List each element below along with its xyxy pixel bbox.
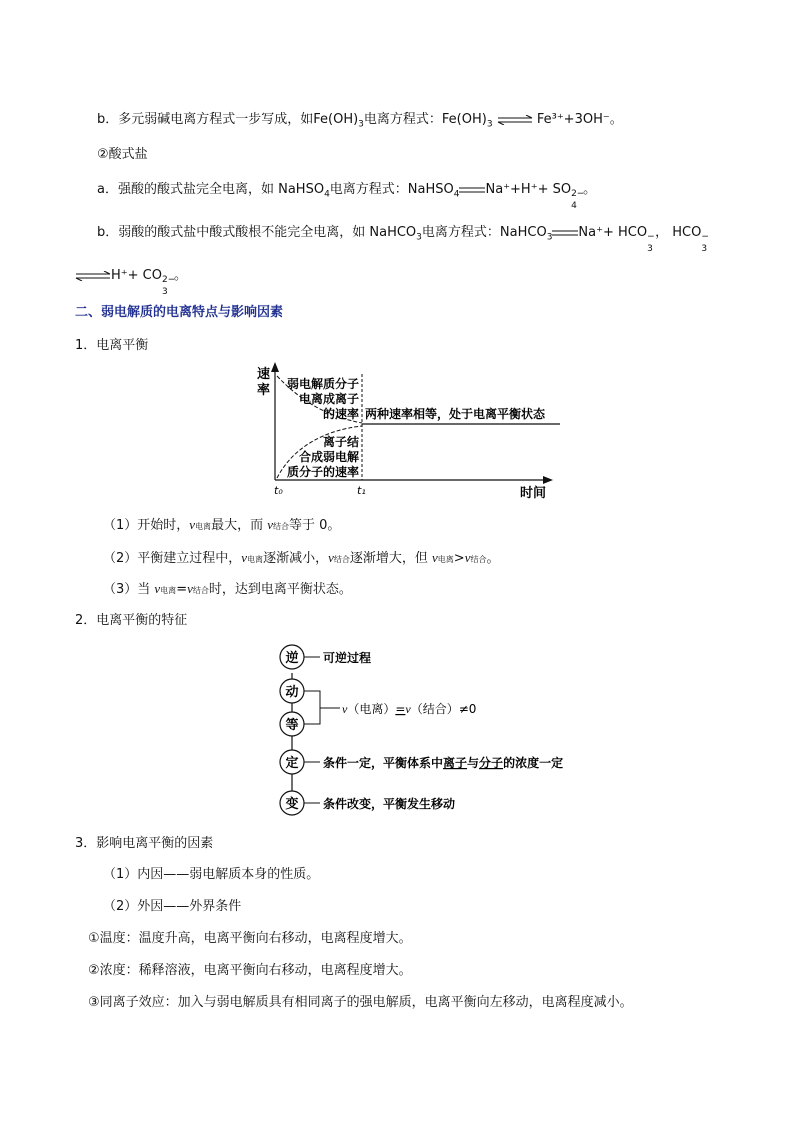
feature-circle-dong [280,679,304,703]
equals-arrow-icon [552,229,578,237]
t1-label: t₁ [357,484,366,497]
ionization-equilibrium-diagram [255,362,560,502]
equilibrium-features-diagram [276,643,596,823]
list-item: ③同离子效应：加入与弱电解质具有相同离子的强电解质，电离平衡向左移动，电离程度减小。 [88,995,633,1010]
x-axis-label: 时间 [520,486,547,501]
svg-text:动: 动 [285,685,299,700]
feature-fixed: 条件一定，平衡体系中离子与分子的浓度一定 [323,756,564,770]
feature-reversible: 可逆过程 [323,651,372,665]
para-strong-acid-salt: a．强酸的酸式盐完全电离，如 NaHSO$_4$电离方程式：NaHSO$_4$ Na⁺+H⁺+ SO 2− 4 。 [97,182,597,211]
reversible-arrow-icon [497,115,533,125]
y-axis-label-2: 率 [257,383,271,398]
bracket-dong-deng [304,691,320,724]
para-weak-acid-salt: b．弱酸的酸式盐中酸式酸根不能完全电离，如 NaHCO$_3$电离方程式：NaHCO$_3$ Na⁺+ HCO − 3 ， HCO − 3 [97,225,709,254]
equals-arrow-icon [459,186,485,194]
acid-salt-heading: ②酸式盐 [97,147,148,162]
feature-circle-deng [280,712,304,736]
list-item: （2）外因——外界条件 [103,899,242,914]
list-item: （3）当 v电离=v结合时，达到电离平衡状态。 [103,581,352,597]
y-axis-label-1: 速 [257,367,271,382]
list-item: ②浓度：稀释溶液，电离平衡向右移动，电离程度增大。 [88,963,412,978]
t0-label: t₀ [274,484,283,497]
svg-text:变: 变 [285,797,299,812]
subsection-title: 2．电离平衡的特征 [75,613,188,628]
feature-circle-ni [280,645,304,669]
feature-circle-ding [280,750,304,774]
x-axis-arrow-icon [543,476,553,484]
list-item: （2）平衡建立过程中，v电离逐渐减小，v结合逐渐增大，但 v电离>v结合。 [103,550,500,566]
svg-text:逆: 逆 [285,651,299,666]
subsection-title: 1．电离平衡 [75,338,149,353]
curve1-label-line1: 弱电解质分子 [286,377,359,391]
section-title: 二、弱电解质的电离特点与影响因素 [75,305,284,320]
equilibrium-label: 两种速率相等，处于电离平衡状态 [365,407,546,421]
list-item: （1）开始时，v电离最大，而 v结合等于 0。 [103,517,341,533]
feature-rate-equal: v（电离）=v（结合）≠0 [342,702,477,716]
curve1-label-line3: 的速率 [322,407,359,421]
curve2-label-line3: 质分子的速率 [286,465,359,479]
feature-circle-bian [280,791,304,815]
para-weak-acid-salt-cont: H⁺+ CO 2− 3 。 [75,267,187,285]
subsection-title: 3．影响电离平衡的因素 [75,836,214,851]
curve2-label-line2: 合成弱电解 [298,450,359,464]
curve1-label-line2: 电离成离子 [298,392,359,406]
svg-text:等: 等 [285,718,299,733]
curve2-label-line1: 离子结 [322,435,359,449]
feature-change: 条件改变，平衡发生移动 [323,797,456,811]
reversible-arrow-icon [75,271,111,281]
svg-text:定: 定 [285,756,299,771]
list-item: ①温度：温度升高，电离平衡向右移动，电离程度增大。 [88,931,412,946]
para-polybasic-base: b．多元弱碱电离方程式一步写成，如$Fe(OH)_3$电离方程式：$Fe(OH)_3$ Fe³⁺+3OH⁻。 [97,112,623,130]
list-item: （1）内因——弱电解质本身的性质。 [103,867,320,882]
y-axis-arrow-icon [271,362,279,372]
